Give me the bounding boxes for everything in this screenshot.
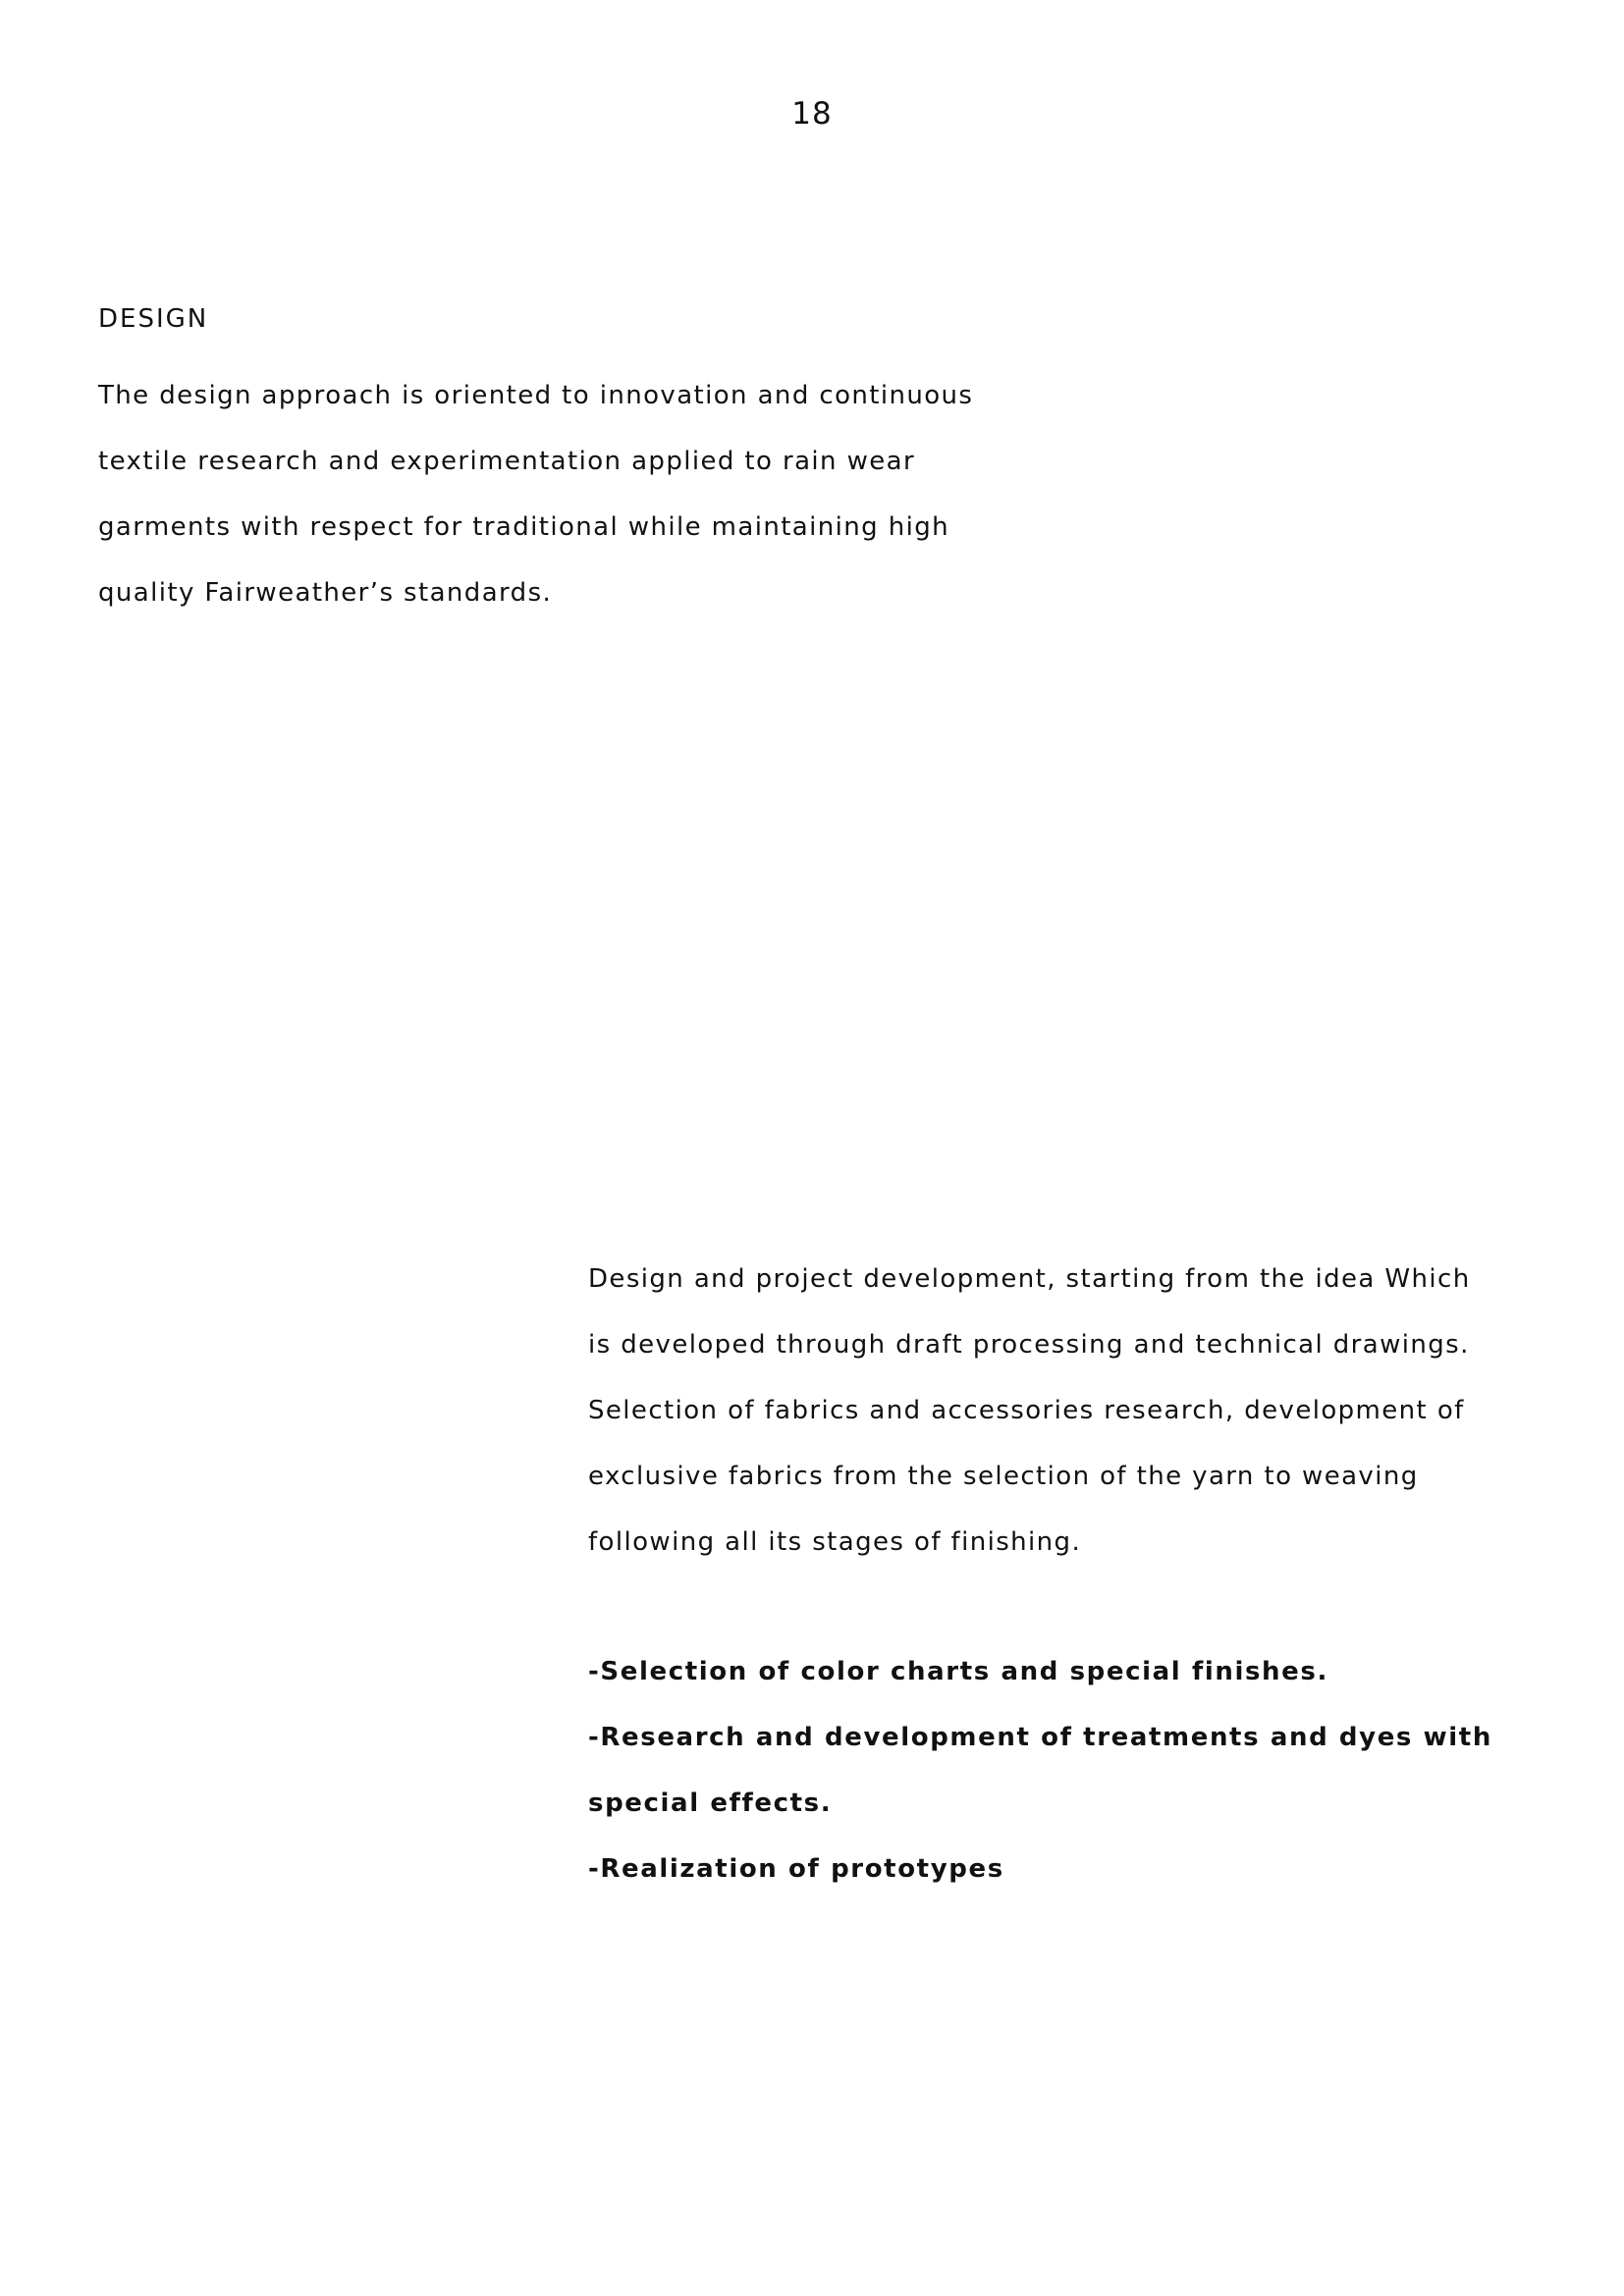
intro-paragraph — [98, 363, 1041, 626]
body-line: following all its stages of finishing. — [588, 1527, 1082, 1557]
body-line: Selection of fabrics and accessories research, development of — [588, 1396, 1465, 1425]
body-line: is developed through draft processing and technical drawings. — [588, 1330, 1470, 1360]
intro-line: textile research and experimentation applied to rain wear — [98, 447, 916, 476]
section-title: DESIGN — [98, 304, 209, 334]
bullet-item: -Research and development of treatments and dyes with — [588, 1723, 1492, 1752]
intro-line: garments with respect for traditional while maintaining high — [98, 512, 949, 542]
intro-line: quality Fairweather’s standards. — [98, 578, 553, 608]
body-paragraph — [588, 1247, 1531, 1575]
bullet-item-continuation: special effects. — [588, 1789, 833, 1818]
page-number: 18 — [791, 96, 833, 132]
body-line: exclusive fabrics from the selection of the yarn to weaving — [588, 1462, 1419, 1491]
body-line: Design and project development, starting from the idea Which — [588, 1264, 1471, 1294]
intro-line: The design approach is oriented to innovation and continuous — [98, 381, 974, 410]
bullet-list — [588, 1639, 1531, 1902]
bullet-item: -Selection of color charts and special finishes. — [588, 1657, 1328, 1686]
bullet-item: -Realization of prototypes — [588, 1854, 1004, 1884]
